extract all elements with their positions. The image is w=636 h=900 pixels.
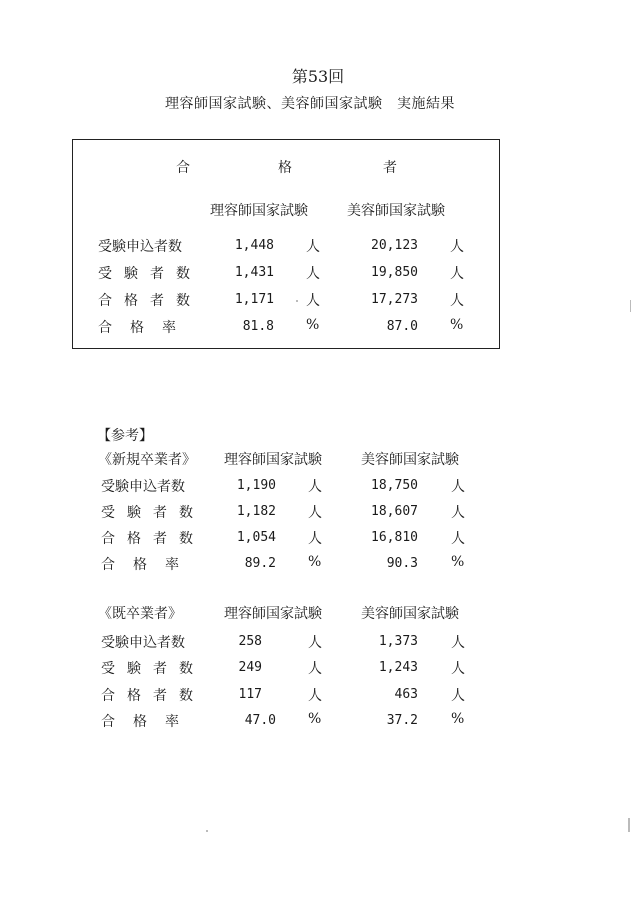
beauty-value: 87.0 — [386, 319, 418, 334]
row-label: 受験申込者数 — [101, 635, 185, 651]
scan-mark — [628, 818, 630, 832]
row-label: 合 格 者 数 — [101, 688, 193, 704]
beauty-value: 1,373 — [378, 634, 418, 649]
barber-value: 47.0 — [244, 713, 276, 728]
beauty-value: 1,243 — [378, 660, 418, 675]
row-label: 合 格 率 — [101, 557, 179, 573]
beauty-value: 17,273 — [371, 292, 418, 307]
barber-value: 1,431 — [234, 265, 274, 280]
barber-unit: % — [306, 317, 320, 333]
beauty-value: 463 — [394, 687, 418, 702]
barber-unit: 人 — [308, 661, 322, 677]
barber-value: 258 — [238, 634, 262, 649]
column-header-barber: 理容師国家試験 — [224, 452, 322, 468]
beauty-value: 16,810 — [371, 530, 418, 545]
barber-value: 1,448 — [234, 238, 274, 253]
row-label: 合 格 者 数 — [98, 293, 190, 309]
beauty-unit: 人 — [451, 531, 465, 547]
row-label: 受験申込者数 — [101, 479, 185, 495]
barber-unit: 人 — [306, 293, 320, 309]
barber-value: 1,182 — [236, 504, 276, 519]
barber-unit: 人 — [308, 688, 322, 704]
row-label: 受 験 者 数 — [101, 661, 193, 677]
scan-mark — [296, 300, 298, 302]
beauty-unit: 人 — [451, 505, 465, 521]
beauty-unit: 人 — [450, 293, 464, 309]
row-label: 合 格 率 — [98, 320, 176, 336]
beauty-value: 90.3 — [386, 556, 418, 571]
barber-value: 1,171 — [234, 292, 274, 307]
barber-value: 1,054 — [236, 530, 276, 545]
beauty-value: 37.2 — [386, 713, 418, 728]
column-header-beauty: 美容師国家試験 — [347, 203, 445, 219]
barber-unit: 人 — [306, 266, 320, 282]
section-label-past-graduates: 《既卒業者》 — [98, 606, 182, 622]
beauty-value: 20,123 — [371, 238, 418, 253]
page-title: 第53回 — [291, 67, 345, 86]
row-label: 合 格 者 数 — [101, 531, 193, 547]
column-header-beauty: 美容師国家試験 — [361, 606, 459, 622]
beauty-unit: 人 — [450, 266, 464, 282]
barber-value: 1,190 — [236, 478, 276, 493]
beauty-unit: 人 — [450, 239, 464, 255]
page-subtitle: 理容師国家試験、美容師国家試験 実施結果 — [165, 96, 455, 112]
scan-mark — [206, 830, 208, 832]
barber-unit: 人 — [308, 531, 322, 547]
barber-value: 117 — [238, 687, 262, 702]
column-header-barber: 理容師国家試験 — [210, 203, 308, 219]
beauty-value: 19,850 — [371, 265, 418, 280]
beauty-unit: % — [451, 554, 465, 570]
barber-unit: % — [308, 711, 322, 727]
beauty-value: 18,607 — [371, 504, 418, 519]
barber-unit: 人 — [306, 239, 320, 255]
barber-unit: % — [308, 554, 322, 570]
table-heading-char: 者 — [383, 160, 397, 176]
beauty-unit: 人 — [451, 479, 465, 495]
barber-value: 89.2 — [244, 556, 276, 571]
beauty-value: 18,750 — [371, 478, 418, 493]
beauty-unit: 人 — [451, 635, 465, 651]
column-header-beauty: 美容師国家試験 — [361, 452, 459, 468]
table-heading-char: 格 — [278, 160, 292, 176]
table-heading-char: 合 — [176, 160, 190, 176]
barber-value: 249 — [238, 660, 262, 675]
beauty-unit: 人 — [451, 661, 465, 677]
barber-unit: 人 — [308, 479, 322, 495]
section-label-new-graduates: 《新規卒業者》 — [98, 452, 196, 468]
row-label: 受 験 者 数 — [98, 266, 190, 282]
scan-mark — [630, 300, 631, 312]
barber-unit: 人 — [308, 505, 322, 521]
row-label: 合 格 率 — [101, 714, 179, 730]
column-header-barber: 理容師国家試験 — [224, 606, 322, 622]
reference-label: 【参考】 — [97, 428, 153, 444]
row-label: 受 験 者 数 — [101, 505, 193, 521]
row-label: 受験申込者数 — [98, 239, 182, 255]
barber-value: 81.8 — [242, 319, 274, 334]
barber-unit: 人 — [308, 635, 322, 651]
beauty-unit: 人 — [451, 688, 465, 704]
beauty-unit: % — [450, 317, 464, 333]
beauty-unit: % — [451, 711, 465, 727]
